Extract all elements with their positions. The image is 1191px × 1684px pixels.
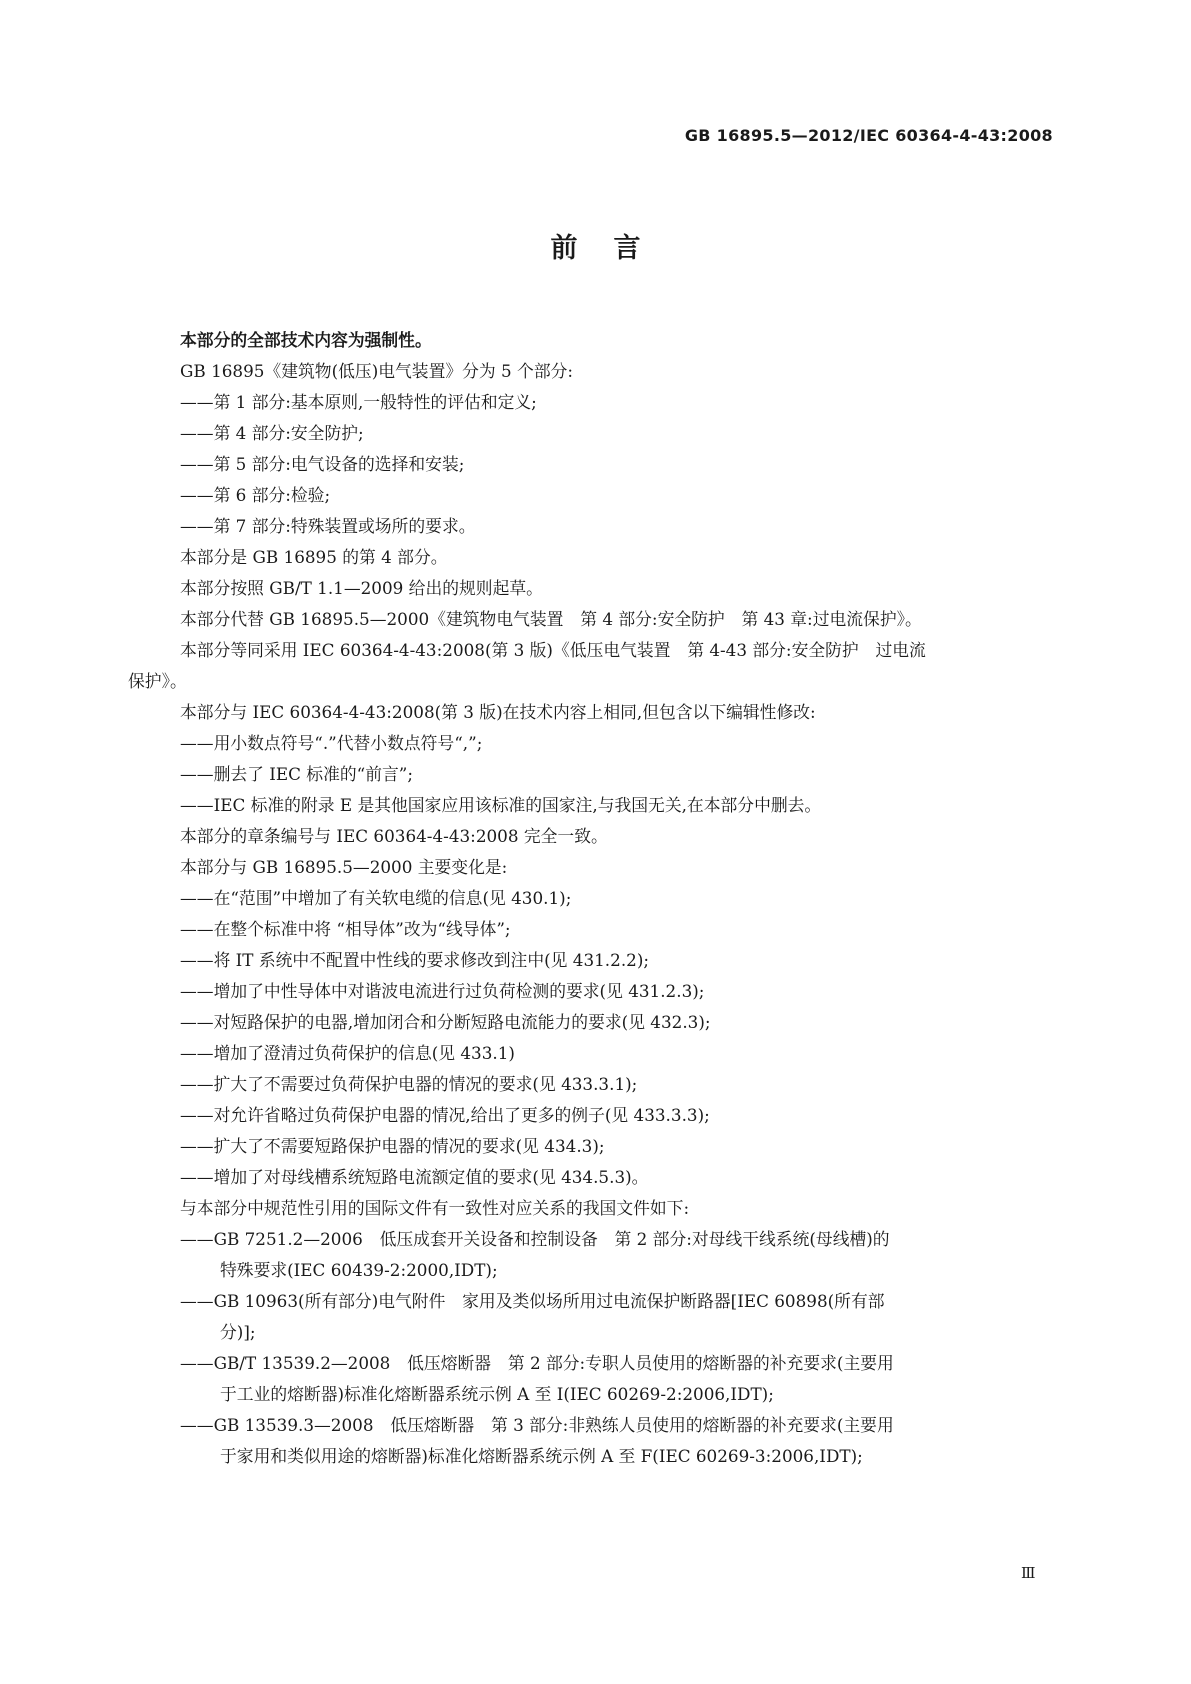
list-item-continuation: 分)];	[220, 1322, 256, 1342]
list-item: ——GB 7251.2—2006 低压成套开关设备和控制设备 第 2 部分:对母线干线系统(母线槽)的	[180, 1229, 890, 1249]
paragraph: GB 16895《建筑物(低压)电气装置》分为 5 个部分:	[180, 361, 574, 381]
list-item: ——将 IT 系统中不配置中性线的要求修改到注中(见 431.2.2);	[180, 950, 650, 970]
paragraph: 本部分是 GB 16895 的第 4 部分。	[180, 547, 448, 567]
list-item: ——第 7 部分:特殊装置或场所的要求。	[180, 516, 476, 536]
paragraph-continuation: 保护》。	[128, 671, 187, 691]
list-item: ——增加了中性导体中对谐波电流进行过负荷检测的要求(见 431.2.3);	[180, 981, 705, 1001]
list-item: ——在“范围”中增加了有关软电缆的信息(见 430.1);	[180, 888, 572, 908]
list-item-continuation: 于家用和类似用途的熔断器)标准化熔断器系统示例 A 至 F(IEC 60269-3:2006,IDT);	[220, 1446, 863, 1466]
list-item: ——第 5 部分:电气设备的选择和安装;	[180, 454, 465, 474]
paragraph: 与本部分中规范性引用的国际文件有一致性对应关系的我国文件如下:	[180, 1198, 690, 1218]
list-item: ——第 4 部分:安全防护;	[180, 423, 364, 443]
paragraph: 本部分代替 GB 16895.5—2000《建筑物电气装置 第 4 部分:安全防护 第 43 章:过电流保护》。	[180, 609, 922, 629]
list-item: ——增加了澄清过负荷保护的信息(见 433.1)	[180, 1043, 515, 1063]
list-item: ——对短路保护的电器,增加闭合和分断短路电流能力的要求(见 432.3);	[180, 1012, 711, 1032]
page-title: 前言	[550, 233, 677, 264]
paragraph: 本部分与 GB 16895.5—2000 主要变化是:	[180, 857, 508, 877]
paragraph: 本部分按照 GB/T 1.1—2009 给出的规则起草。	[180, 578, 543, 598]
paragraph: 本部分与 IEC 60364-4-43:2008(第 3 版)在技术内容上相同,但包含以下编辑性修改:	[180, 702, 816, 722]
list-item: ——第 1 部分:基本原则,一般特性的评估和定义;	[180, 392, 537, 412]
list-item: ——第 6 部分:检验;	[180, 485, 331, 505]
document-code-header: GB 16895.5—2012/IEC 60364-4-43:2008	[684, 126, 1053, 145]
list-item: ——扩大了不需要过负荷保护电器的情况的要求(见 433.3.1);	[180, 1074, 638, 1094]
list-item: ——增加了对母线槽系统短路电流额定值的要求(见 434.5.3)。	[180, 1167, 649, 1187]
list-item: ——IEC 标准的附录 E 是其他国家应用该标准的国家注,与我国无关,在本部分中删去。	[180, 795, 822, 815]
page-number: Ⅲ	[1021, 1564, 1036, 1582]
list-item-continuation: 于工业的熔断器)标准化熔断器系统示例 A 至 I(IEC 60269-2:2006,IDT);	[220, 1384, 774, 1404]
list-item: ——GB/T 13539.2—2008 低压熔断器 第 2 部分:专职人员使用的熔断器的补充要求(主要用	[180, 1353, 894, 1373]
list-item: ——扩大了不需要短路保护电器的情况的要求(见 434.3);	[180, 1136, 605, 1156]
list-item: ——用小数点符号“.”代替小数点符号“,”;	[180, 733, 483, 753]
foreword-body	[128, 325, 1054, 1472]
list-item: ——GB 13539.3—2008 低压熔断器 第 3 部分:非熟练人员使用的熔断器的补充要求(主要用	[180, 1415, 894, 1435]
paragraph-mandatory-notice: 本部分的全部技术内容为强制性。	[180, 330, 432, 350]
paragraph: 本部分等同采用 IEC 60364-4-43:2008(第 3 版)《低压电气装置 第 4-43 部分:安全防护 过电流	[180, 640, 926, 660]
list-item-continuation: 特殊要求(IEC 60439-2:2000,IDT);	[220, 1260, 498, 1280]
list-item: ——在整个标准中将 “相导体”改为“线导体”;	[180, 919, 511, 939]
list-item: ——对允许省略过负荷保护电器的情况,给出了更多的例子(见 433.3.3);	[180, 1105, 710, 1125]
list-item: ——删去了 IEC 标准的“前言”;	[180, 764, 414, 784]
paragraph: 本部分的章条编号与 IEC 60364-4-43:2008 完全一致。	[180, 826, 608, 846]
list-item: ——GB 10963(所有部分)电气附件 家用及类似场所用过电流保护断路器[IEC 60898(所有部	[180, 1291, 885, 1311]
